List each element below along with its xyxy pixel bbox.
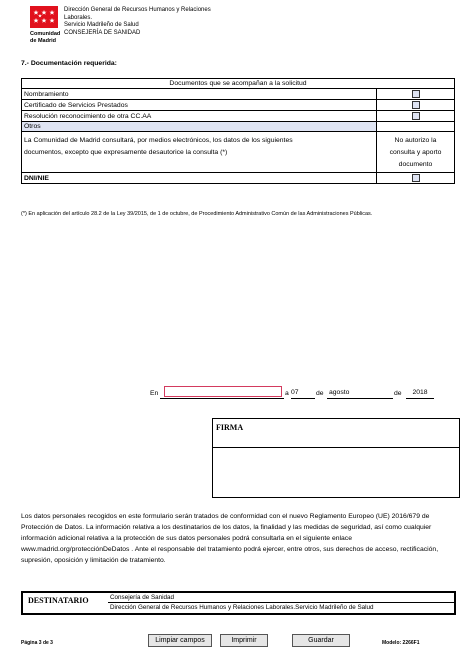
firma-box[interactable] xyxy=(212,418,460,498)
doc-label: Nombramiento xyxy=(22,89,377,100)
dni-checkbox[interactable] xyxy=(412,174,420,182)
date-line: En a 07 de agosto de 2018 xyxy=(0,389,474,403)
destinatario-label: DESTINATARIO xyxy=(28,596,89,605)
save-button[interactable]: Guardar xyxy=(292,634,350,647)
resolucion-checkbox[interactable] xyxy=(412,112,420,120)
section-title: 7.- Documentación requerida: xyxy=(21,60,117,67)
doc-label: Resolución reconocimiento de otra CC.AA xyxy=(22,111,377,122)
nombramiento-checkbox[interactable] xyxy=(412,90,420,98)
logo-text: Comunidad de Madrid xyxy=(30,31,61,44)
destinatario-line-1: Consejería de Sanidad xyxy=(108,593,454,603)
table-row-otros xyxy=(22,122,455,132)
page-number: Página 3 de 3 xyxy=(21,640,53,646)
consult-row xyxy=(22,132,455,173)
day-field[interactable]: 07 xyxy=(291,389,315,399)
table-header-row xyxy=(22,79,455,89)
privacy-notice: Los datos personales recogidos en este formulario serán tratados de conformidad con el nuevo Reglamento Europeo (UE) 2016/679 de Protección de Datos. La información relativa a los destinatarios de los datos, la finalidad y las medidas de seguridad, así como cualquier información adicional relativa a la protección de sus datos personales podrá consultarla en el siguiente enlace www.madrid.org/protecciónDeDatos . Ante el responsable del tratamiento podrá ejercer, entre otros, sus derechos de acceso, rectificación, supresión, oposición y limitación de tratamiento. xyxy=(21,513,439,564)
print-button[interactable]: Imprimir xyxy=(220,634,268,647)
documents-table xyxy=(21,78,455,184)
stars-icon xyxy=(30,6,58,28)
month-field[interactable]: agosto xyxy=(327,389,393,399)
model-code: Modelo: 2266F1 xyxy=(382,640,420,646)
table-header: Documentos que se acompañan a la solicitud xyxy=(22,79,455,89)
table-row xyxy=(22,111,455,122)
doc-label: Certificado de Servicios Prestados xyxy=(22,100,377,111)
dni-label: DNI/NIE xyxy=(22,173,377,184)
table-row-dni xyxy=(22,173,455,184)
year-field[interactable]: 2018 xyxy=(406,389,434,399)
no-autorizo-label: No autorizo la consulta y aporto documento xyxy=(377,132,455,173)
certificado-checkbox[interactable] xyxy=(412,101,420,109)
table-row xyxy=(22,100,455,111)
destinatario-box xyxy=(21,591,456,615)
destinatario-line-2: Dirección General de Recursos Humanos y Relaciones Laborales.Servicio Madrileño de Salud xyxy=(110,604,374,611)
consult-text: La Comunidad de Madrid consultará, por medios electrónicos, los datos de los siguientes documentos, excepto que expresamente desautorice la consulta (*) xyxy=(22,132,377,173)
footnote: (*) En aplicación del artículo 28.2 de la Ley 39/2015, de 1 de octubre, de Procedimiento Administrativo Común de las Administraciones Públicas. xyxy=(21,211,373,217)
clear-fields-button[interactable]: Limpiar campos xyxy=(148,634,212,647)
otros-field[interactable]: Otros xyxy=(22,122,377,132)
firma-label: FIRMA xyxy=(216,423,244,432)
date-prefix: En xyxy=(150,390,159,397)
comunidad-madrid-logo xyxy=(30,6,58,28)
department-header: Dirección General de Recursos Humanos y Relaciones Laborales. Servicio Madrileño de Salud CONSEJERÍA DE SANIDAD xyxy=(64,7,211,36)
table-row xyxy=(22,89,455,100)
